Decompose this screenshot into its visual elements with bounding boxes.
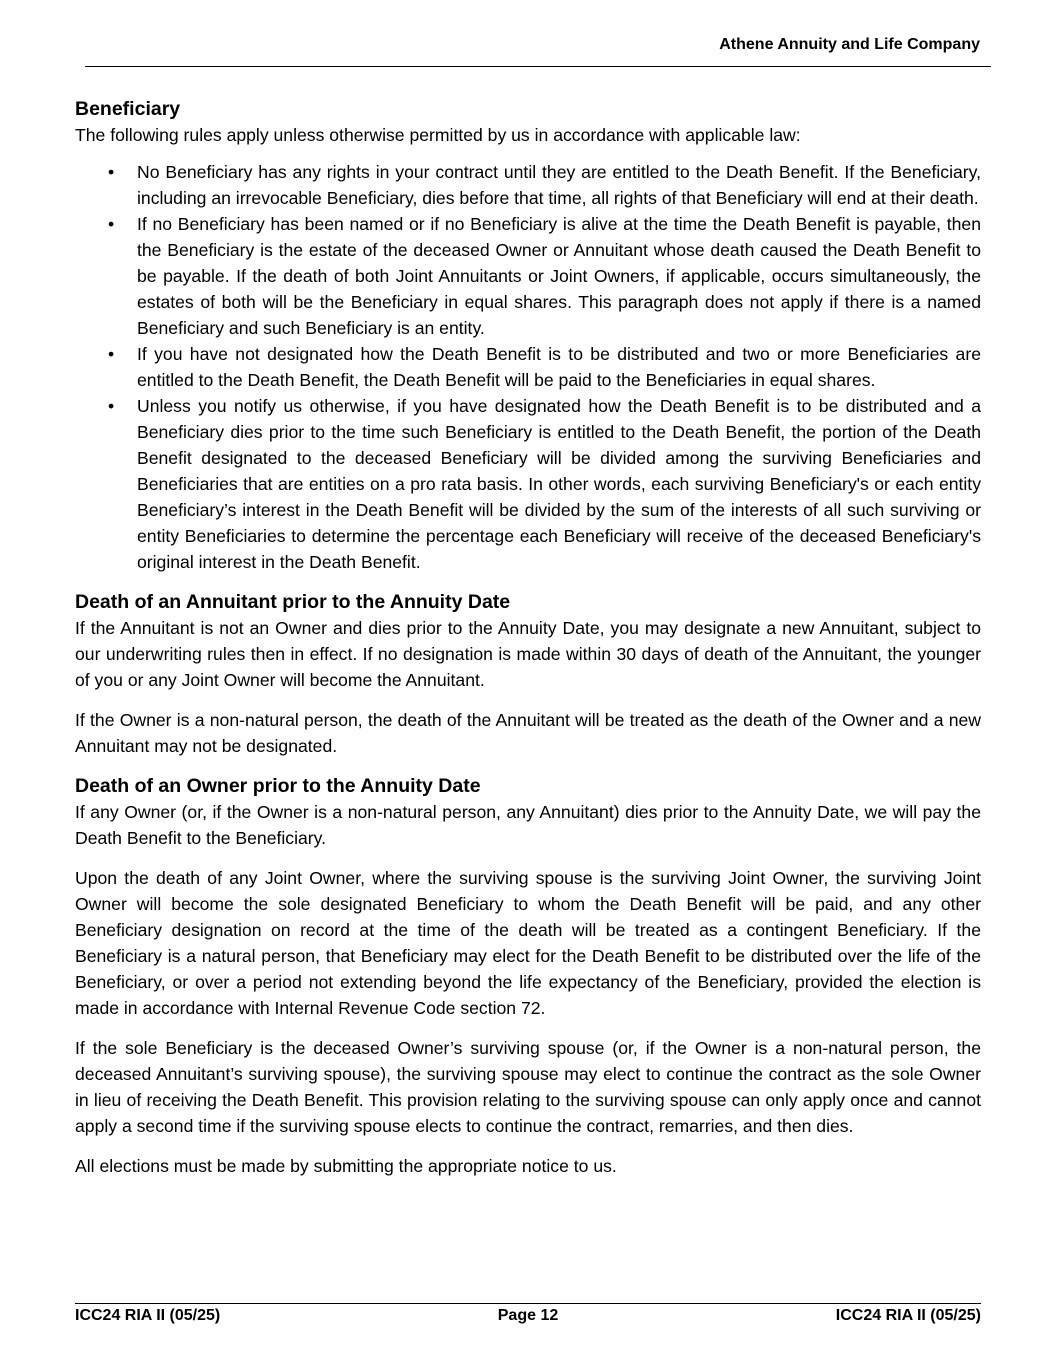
- paragraph: If the Owner is a non-natural person, the death of the Annuitant will be treated as the death of the Owner and a new Annuitant may not be designated.: [75, 710, 981, 756]
- list-item-text: No Beneficiary has any rights in your contract until they are entitled to the Death Benefit. If the Beneficiary, including an irrevocable Beneficiary, dies before that time, all rights of that Beneficiary will end at their death.: [137, 162, 981, 208]
- beneficiary-intro: The following rules apply unless otherwise permitted by us in accordance with applicable law:: [75, 125, 801, 145]
- death-of-owner-heading: Death of an Owner prior to the Annuity Date: [75, 775, 481, 797]
- beneficiary-heading: Beneficiary: [75, 98, 181, 120]
- document-body: [75, 96, 981, 1179]
- paragraph: Upon the death of any Joint Owner, where the surviving spouse is the surviving Joint Owner, the surviving Joint Owner will become the sole designated Beneficiary to whom the Death Benefit will be paid, and any other Beneficiary designation on record at the time of the death will be treated as a contingent Beneficiary. If the Beneficiary is a natural person, that Beneficiary may elect for the Death Benefit to be distributed over the life of the Beneficiary, or over a period not extending beyond the life expectancy of the Beneficiary, provided the election is made in accordance with Internal Revenue Code section 72.: [75, 868, 981, 1018]
- paragraph: All elections must be made by submitting the appropriate notice to us.: [75, 1156, 617, 1176]
- list-item: [75, 159, 981, 211]
- paragraph: If any Owner (or, if the Owner is a non-natural person, any Annuitant) dies prior to the Annuity Date, we will pay the Death Benefit to the Beneficiary.: [75, 802, 981, 848]
- form-number-right: ICC24 RIA II (05/25): [835, 1307, 981, 1324]
- paragraph: If the Annuitant is not an Owner and dies prior to the Annuity Date, you may designate a new Annuitant, subject to our underwriting rules then in effect. If no designation is made within 30 days of death of the Annuitant, the younger of you or any Joint Owner will become the Annuitant.: [75, 618, 981, 690]
- list-item-text: If no Beneficiary has been named or if no Beneficiary is alive at the time the Death Benefit is payable, then the Beneficiary is the estate of the deceased Owner or Annuitant whose death caused the Death Benefit to be payable. If the death of both Joint Annuitants or Joint Owners, if applicable, occurs simultaneously, the estates of both will be the Beneficiary in equal shares. This paragraph does not apply if there is a named Beneficiary and such Beneficiary is an entity.: [137, 214, 981, 338]
- bullet-icon: •: [108, 214, 115, 234]
- page-header: [85, 36, 980, 54]
- bullet-icon: •: [108, 162, 115, 182]
- page-number: Page 12: [497, 1307, 559, 1324]
- header-divider: [85, 66, 991, 67]
- list-item: [75, 341, 981, 393]
- list-item: [75, 393, 981, 575]
- list-item-text: If you have not designated how the Death Benefit is to be distributed and two or more Beneficiaries are entitled to the Death Benefit, the Death Benefit will be paid to the Beneficiaries in equal shares.: [137, 344, 981, 390]
- form-number-left: ICC24 RIA II (05/25): [75, 1307, 221, 1324]
- company-name: Athene Annuity and Life Company: [719, 36, 980, 53]
- list-item-text: Unless you notify us otherwise, if you have designated how the Death Benefit is to be distributed and a Beneficiary dies prior to the time such Beneficiary is entitled to the Death Benefit, the portion of the Death Benefit designated to the deceased Beneficiary will be divided among the surviving Beneficiaries and Beneficiaries that are entities on a pro rata basis. In other words, each surviving Beneficiary's or each entity Beneficiary’s interest in the Death Benefit will be divided by the sum of the interests of all such surviving or entity Beneficiaries to determine the percentage each Beneficiary will receive of the deceased Beneficiary's original interest in the Death Benefit.: [137, 396, 981, 572]
- paragraph: If the sole Beneficiary is the deceased Owner’s surviving spouse (or, if the Owner is a non-natural person, the deceased Annuitant’s surviving spouse), the surviving spouse may elect to continue the contract as the sole Owner in lieu of receiving the Death Benefit. This provision relating to the surviving spouse can only apply once and cannot apply a second time if the surviving spouse elects to continue the contract, remarries, and then dies.: [75, 1038, 981, 1136]
- list-item: [75, 211, 981, 341]
- death-of-annuitant-heading: Death of an Annuitant prior to the Annuity Date: [75, 591, 511, 613]
- page-footer: [75, 1307, 981, 1329]
- bullet-icon: •: [108, 344, 115, 364]
- beneficiary-rules-list: [75, 159, 981, 575]
- footer-divider: [75, 1303, 981, 1304]
- bullet-icon: •: [108, 396, 115, 416]
